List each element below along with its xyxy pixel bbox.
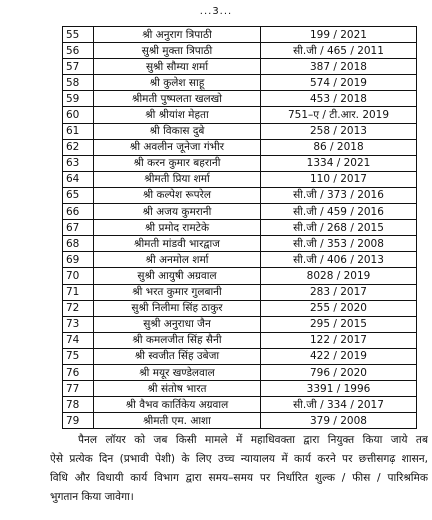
table-row [63,171,417,187]
lawyer-name: श्रीमती मांडवी भारद्वाज [94,236,261,252]
enrollment-number: 796 / 2020 [261,364,417,380]
lawyer-name: श्री अनमोल शर्मा [94,252,261,268]
table-row [63,348,417,364]
paragraph-line: विधि और विधायी कार्य विभाग द्वारा समय–समय पर निर्धारित शुल्क / फीस / पारिश्रमिक [50,472,428,484]
row-number: 55 [63,27,94,43]
row-number: 71 [63,284,94,300]
enrollment-number: 110 / 2017 [261,171,417,187]
row-number: 66 [63,204,94,220]
paragraph-line: भुगतान किया जावेगा। [50,491,134,503]
table-row [63,59,417,75]
enrollment-number: सी.जी / 373 / 2016 [261,187,417,203]
enrollment-number: 8028 / 2019 [261,268,417,284]
row-number: 63 [63,155,94,171]
table-row [63,397,417,413]
table-row [63,27,417,43]
lawyer-name: सुश्री आयुषी अग्रवाल [94,268,261,284]
enrollment-number: 387 / 2018 [261,59,417,75]
enrollment-number: सी.जी / 459 / 2016 [261,204,417,220]
enrollment-number: 453 / 2018 [261,91,417,107]
enrollment-number: 122 / 2017 [261,332,417,348]
table-row [63,300,417,316]
row-number: 67 [63,220,94,236]
row-number: 72 [63,300,94,316]
lawyer-name: श्री कुलेश साहू [94,75,261,91]
enrollment-number: 295 / 2015 [261,316,417,332]
table-row [63,75,417,91]
enrollment-number: सी.जी / 353 / 2008 [261,236,417,252]
lawyer-name: सुश्री अनुराधा जैन [94,316,261,332]
enrollment-number: 574 / 2019 [261,75,417,91]
enrollment-number: सी.जी / 268 / 2015 [261,220,417,236]
table-row [63,268,417,284]
enrollment-number: 751–ए / टी.आर. 2019 [261,107,417,123]
paragraph-line: पैनल लॉयर को जब किसी मामले में महाधिवक्ता द्वारा नियुक्त किया जाये तब [78,434,428,446]
table-row [63,123,417,139]
row-number: 62 [63,139,94,155]
lawyer-name: श्री वैभव कार्तिकेय अग्रवाल [94,397,261,413]
lawyer-name: श्री भरत कुमार गुलबानी [94,284,261,300]
table-row [63,187,417,203]
lawyer-name: श्री करन कुमार बहरानी [94,155,261,171]
row-number: 56 [63,43,94,59]
table-row [63,236,417,252]
enrollment-number: 1334 / 2021 [261,155,417,171]
lawyer-name: श्री विकास दुबे [94,123,261,139]
row-number: 77 [63,381,94,397]
table-row [63,155,417,171]
table-row [63,252,417,268]
enrollment-number: 258 / 2013 [261,123,417,139]
row-number: 73 [63,316,94,332]
lawyer-name: सुश्री सौम्या शर्मा [94,59,261,75]
table-row [63,316,417,332]
row-number: 79 [63,413,94,429]
page-number: ...3... [199,6,233,17]
row-number: 74 [63,332,94,348]
enrollment-number: 3391 / 1996 [261,381,417,397]
table-row [63,107,417,123]
enrollment-number: सी.जी / 465 / 2011 [261,43,417,59]
lawyer-name: सुश्री निलीमा सिंह ठाकुर [94,300,261,316]
lawyer-name: सुश्री मुक्ता त्रिपाठी [94,43,261,59]
row-number: 65 [63,187,94,203]
table-row [63,220,417,236]
row-number: 61 [63,123,94,139]
row-number: 70 [63,268,94,284]
table-row [63,381,417,397]
lawyer-name: श्री कमलजीत सिंह सैनी [94,332,261,348]
lawyer-name: श्री स्वजीत सिंह उबेजा [94,348,261,364]
table-row [63,332,417,348]
enrollment-number: 199 / 2021 [261,27,417,43]
enrollment-number: सी.जी / 406 / 2013 [261,252,417,268]
table-row [63,364,417,380]
row-number: 75 [63,348,94,364]
table-row [63,204,417,220]
enrollment-number: 86 / 2018 [261,139,417,155]
table-row [63,413,417,429]
row-number: 64 [63,171,94,187]
lawyer-name: श्रीमती प्रिया शर्मा [94,171,261,187]
row-number: 59 [63,91,94,107]
row-number: 76 [63,364,94,380]
row-number: 78 [63,397,94,413]
lawyer-name: श्री श्रीयांश मेहता [94,107,261,123]
lawyer-name: श्री प्रमोद रामटेके [94,220,261,236]
lawyer-name: श्री संतोष भारत [94,381,261,397]
lawyer-name: श्रीमती पुष्पलता खलखो [94,91,261,107]
enrollment-number: सी.जी / 334 / 2017 [261,397,417,413]
lawyer-name: श्री अजय कुमरानी [94,204,261,220]
panel-lawyer-table [62,26,417,429]
enrollment-number: 255 / 2020 [261,300,417,316]
row-number: 60 [63,107,94,123]
paragraph-line: ऐसे प्रत्येक दिन (प्रभावी पेशी) के लिए उच्च न्यायालय में कार्य करने पर छत्तीसगढ़ शासन, [50,453,428,465]
enrollment-number: 422 / 2019 [261,348,417,364]
row-number: 69 [63,252,94,268]
lawyer-name: श्री अनुराग त्रिपाठी [94,27,261,43]
table-row [63,139,417,155]
table-row [63,91,417,107]
enrollment-number: 283 / 2017 [261,284,417,300]
row-number: 58 [63,75,94,91]
table-row [63,284,417,300]
table-row [63,43,417,59]
enrollment-number: 379 / 2008 [261,413,417,429]
lawyer-name: श्री कल्पेश रूपरेल [94,187,261,203]
row-number: 68 [63,236,94,252]
row-number: 57 [63,59,94,75]
lawyer-name: श्री मयूर खण्डेलवाल [94,364,261,380]
lawyer-name: श्रीमती एम. आशा [94,413,261,429]
lawyer-name: श्री अवलीन जूनेजा गंभीर [94,139,261,155]
payment-paragraph [50,431,428,507]
